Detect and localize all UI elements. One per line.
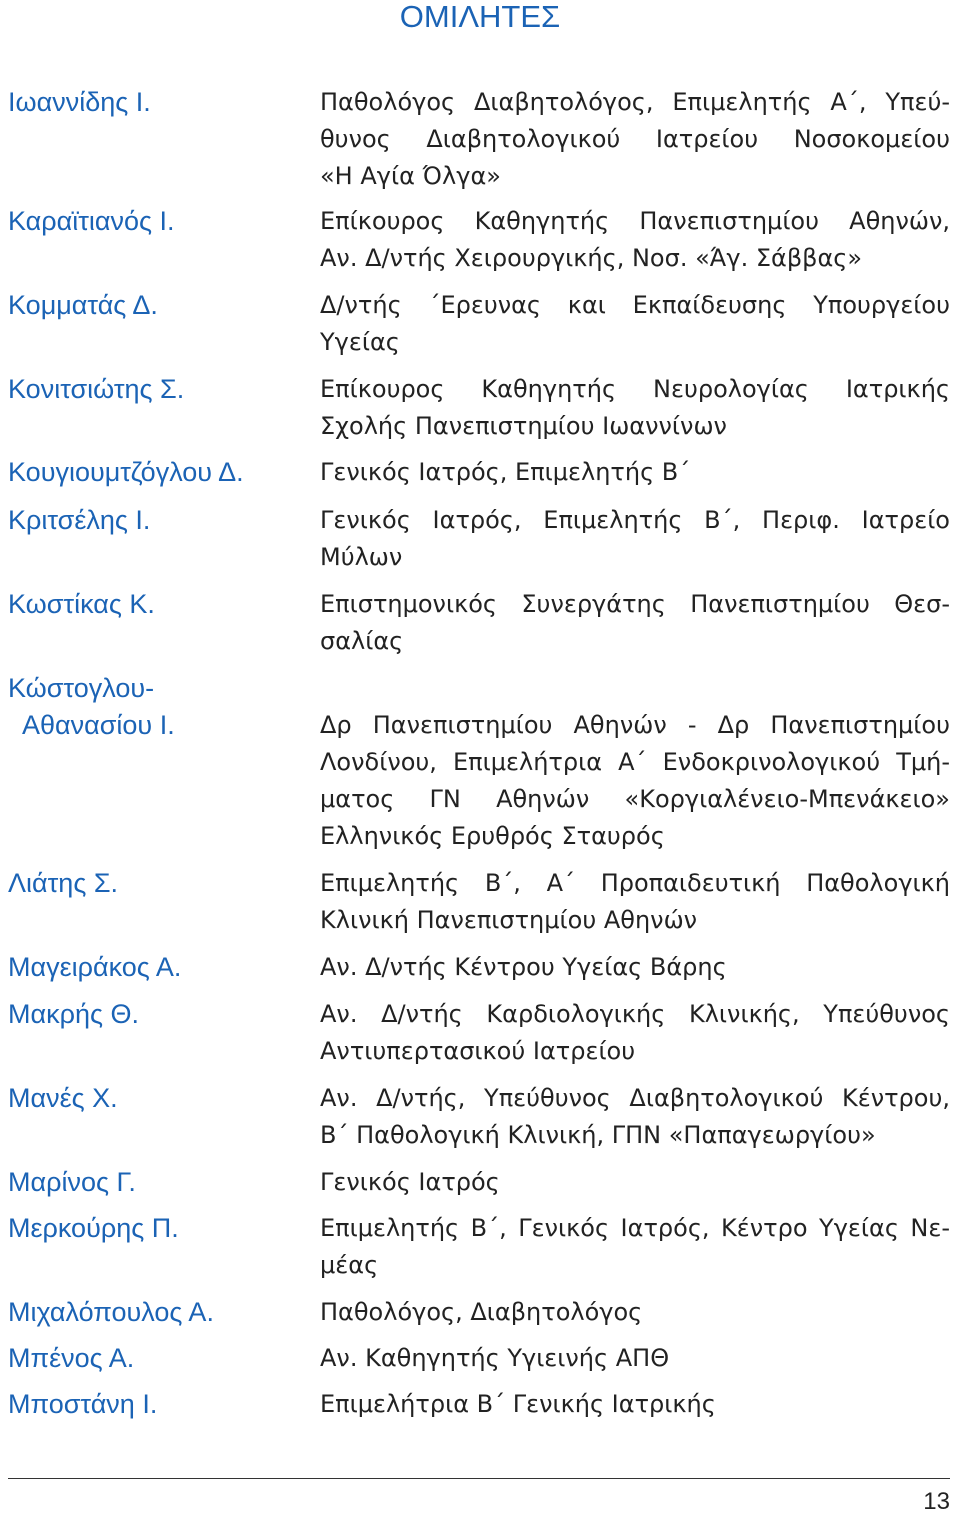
speaker-name: Κονιτσιώτης Σ. [8, 374, 185, 404]
speaker-description [320, 454, 950, 491]
description-line: Μύλων [320, 543, 403, 571]
description-line: Γενικός Ιατρός, Επιμελητής Β΄ [320, 458, 691, 486]
speaker-name: Αθανασίου Ι. [22, 710, 175, 740]
speaker-name: Μανές Χ. [8, 1083, 118, 1113]
speaker-name: Κριτσέλης Ι. [8, 505, 151, 535]
speaker-name: Καραϊτιανός Ι. [8, 206, 175, 236]
speaker-description [320, 371, 950, 445]
description-line: Δρ Πανεπιστημίου Αθηνών - Δρ Πανεπιστημίου [320, 711, 950, 739]
speaker-name: Μπένος Α. [8, 1343, 135, 1373]
description-line: Επίκουρος Καθηγητής Πανεπιστημίου Αθηνών, [320, 207, 950, 235]
speaker-name: Μερκούρης Π. [8, 1213, 179, 1243]
speaker-description [320, 1164, 950, 1201]
speaker-description [320, 1386, 950, 1423]
description-line: Αν. Δ/ντής, Υπεύθυνος Διαβητολογικού Κέντρου, [320, 1084, 950, 1112]
speaker-description [320, 586, 950, 660]
description-line: Αν. Δ/ντής Χειρουργικής, Νοσ. «Άγ. Σάββας» [320, 244, 863, 272]
page-title: ΟΜΙΛΗΤΕΣ [399, 0, 561, 34]
description-line: θυνος Διαβητολογικού Ιατρείου Νοσοκομείου [320, 125, 950, 153]
speaker-name: Ιωαννίδης Ι. [8, 87, 151, 117]
speaker-name: Μιχαλόπουλος Α. [8, 1297, 214, 1327]
description-line: Δ/ντής ΄Ερευνας και Εκπαίδευσης Υπουργείου [320, 291, 950, 319]
page-number: 13 [923, 1488, 950, 1515]
description-line: σαλίας [320, 627, 404, 655]
speaker-description [320, 996, 950, 1070]
description-line: Β΄ Παθολογική Κλινική, ΓΠΝ «Παπαγεωργίου» [320, 1121, 876, 1149]
speaker-description [320, 1210, 950, 1284]
speaker-description [320, 949, 950, 986]
speaker-name: Κουγιουμτζόγλου Δ. [8, 457, 244, 487]
description-line: Αν. Καθηγητής Υγιεινής ΑΠΘ [320, 1344, 670, 1372]
speaker-description [320, 1340, 950, 1377]
speaker-name: Μποστάνη Ι. [8, 1389, 158, 1419]
description-line: Επίκουρος Καθηγητής Νευρολογίας Ιατρικής [320, 375, 950, 403]
description-line: Κλινική Πανεπιστημίου Αθηνών [320, 906, 698, 934]
speaker-description [320, 1294, 950, 1331]
description-line: Παθολόγος Διαβητολόγος, Επιμελητής Α΄, Υπεύ- [320, 88, 950, 116]
description-line: Επιμελητής Β΄, Γενικός Ιατρός, Κέντρο Υγείας Νε- [320, 1214, 950, 1242]
speaker-name: Κωστίκας Κ. [8, 589, 155, 619]
speaker-name: Κομματάς Δ. [8, 290, 158, 320]
description-line: Αν. Δ/ντής Κέντρου Υγείας Βάρης [320, 953, 727, 981]
description-line: Γενικός Ιατρός [320, 1168, 500, 1196]
description-line: Αντιυπερτασικού Ιατρείου [320, 1037, 636, 1065]
speaker-description [320, 865, 950, 939]
description-line: «Η Αγία Όλγα» [320, 162, 501, 190]
speaker-description [320, 203, 950, 277]
description-line: Επιμελητής Β΄, Α΄ Προπαιδευτική Παθολογική [320, 869, 950, 897]
speaker-description [320, 707, 950, 855]
description-line: Επιμελήτρια Β΄ Γενικής Ιατρικής [320, 1390, 716, 1418]
description-line: μέας [320, 1251, 379, 1279]
speaker-name: Μαγειράκος Α. [8, 952, 182, 982]
speaker-name: Κώστογλου- [8, 673, 155, 703]
speaker-name: Μαρίνος Γ. [8, 1167, 136, 1197]
description-line: Υγείας [320, 328, 400, 356]
description-line: Γενικός Ιατρός, Επιμελητής Β΄, Περιφ. Ιατρείο [320, 506, 950, 534]
description-line: Λονδίνου, Επιμελήτρια Α΄ Ενδοκρινολογικού Τμή- [320, 748, 950, 776]
speaker-name: Λιάτης Σ. [8, 868, 119, 898]
description-line: Ελληνικός Ερυθρός Σταυρός [320, 822, 665, 850]
description-line: Επιστημονικός Συνεργάτης Πανεπιστημίου Θεσ- [320, 590, 950, 618]
speaker-name: Μακρής Θ. [8, 999, 139, 1029]
speaker-description [320, 502, 950, 576]
footer-divider [8, 1478, 950, 1479]
description-line: Σχολής Πανεπιστημίου Ιωαννίνων [320, 412, 727, 440]
description-line: Αν. Δ/ντής Καρδιολογικής Κλινικής, Υπεύθυνος [320, 1000, 950, 1028]
speaker-description [320, 84, 950, 195]
speaker-description [320, 1080, 950, 1154]
speaker-description [320, 287, 950, 361]
description-line: ματος ΓΝ Αθηνών «Κοργιαλένειο-Μπενάκειο» [320, 785, 950, 813]
description-line: Παθολόγος, Διαβητολόγος [320, 1298, 643, 1326]
